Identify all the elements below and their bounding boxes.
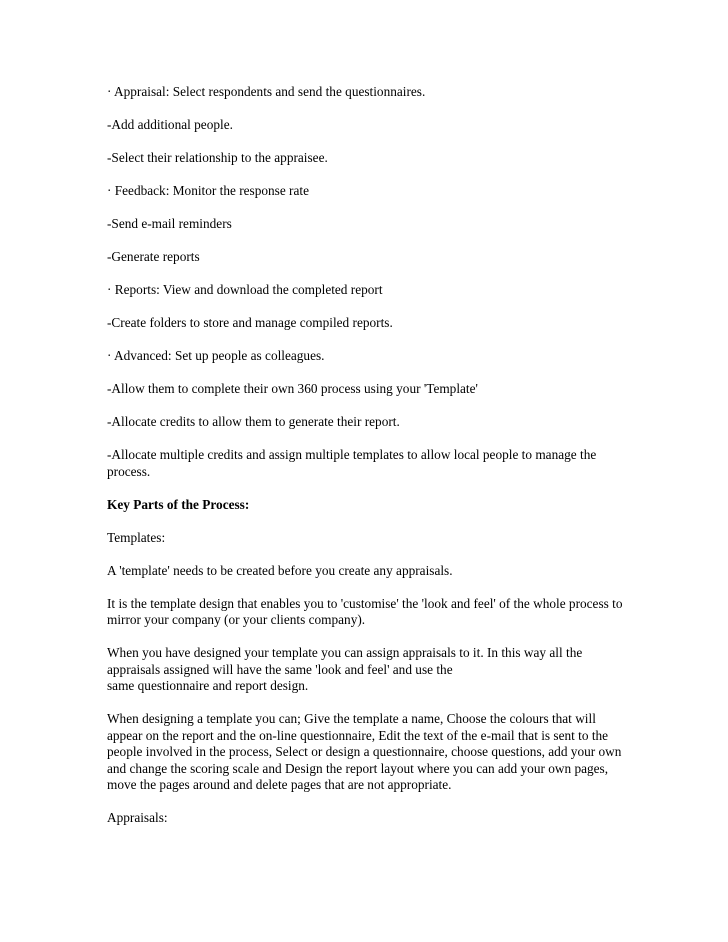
paragraph: It is the template design that enables you to 'customise' the 'look and feel' of the whole process to mirror your company (or your clients company). — [107, 595, 623, 627]
bullet-appraisal: · Appraisal: Select respondents and send the questionnaires. — [107, 84, 426, 99]
list-item: -Allocate multiple credits and assign multiple templates to allow local people to manage the process. — [107, 447, 597, 479]
document-page — [107, 84, 627, 843]
paragraph: When you have designed your template you can assign appraisals to it. In this way all the appraisals assigned will have the same 'look and feel' and use the — [107, 645, 583, 677]
bullet-advanced: · Advanced: Set up people as colleagues. — [107, 348, 325, 363]
bullet-reports: · Reports: View and download the completed report — [107, 282, 383, 297]
list-item: -Send e-mail reminders — [107, 216, 232, 231]
section-heading-key-parts: Key Parts of the Process: — [107, 496, 250, 512]
subheading-appraisals: Appraisals: — [107, 810, 168, 825]
subheading-templates: Templates: — [107, 529, 166, 545]
list-item: -Allocate credits to allow them to generate their report. — [107, 414, 400, 429]
paragraph: When designing a template you can; Give the template a name, Choose the colours that will appear on the report and the on-line questionnaire, Edit the text of the e-mail that is sent to the people involved in the process, Select or design a questionnaire, choose questions, add your own and change the scoring scale and Design the report layout where you can add your own pages, move the pages around and delete pages that are not appropriate. — [107, 711, 622, 792]
list-item: -Generate reports — [107, 249, 200, 264]
bullet-feedback: · Feedback: Monitor the response rate — [107, 183, 309, 198]
list-item: -Create folders to store and manage compiled reports. — [107, 315, 393, 330]
paragraph: same questionnaire and report design. — [107, 678, 309, 693]
list-item: -Select their relationship to the appraisee. — [107, 150, 328, 165]
list-item: -Allow them to complete their own 360 process using your 'Template' — [107, 381, 478, 396]
list-item: -Add additional people. — [107, 117, 233, 132]
paragraph: A 'template' needs to be created before you create any appraisals. — [107, 562, 453, 578]
